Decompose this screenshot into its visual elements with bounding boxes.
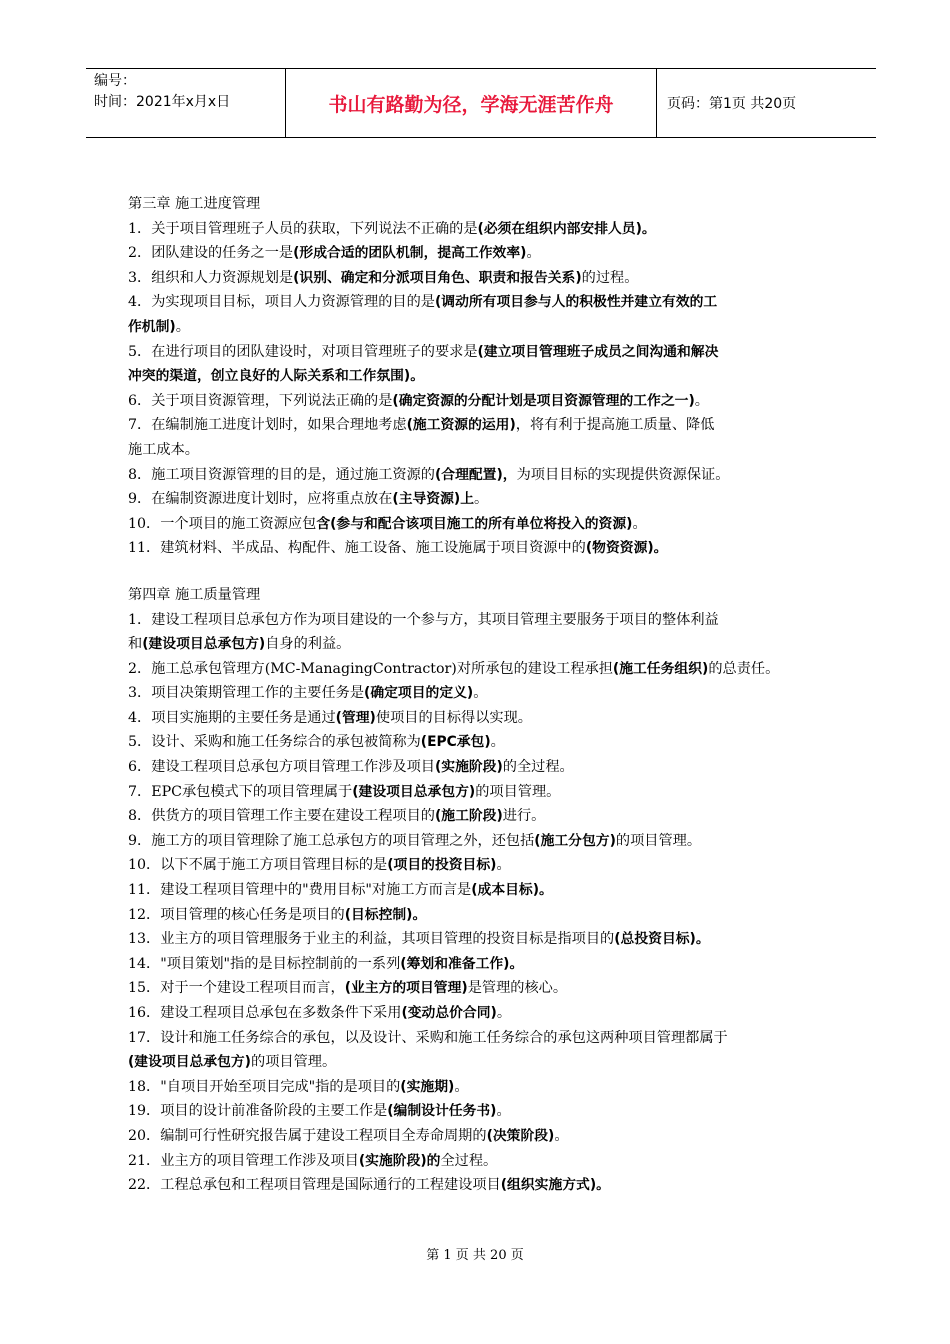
text-line <box>128 315 844 340</box>
question-text: 全过程。 <box>440 1152 498 1169</box>
question-text: 和 <box>128 636 143 653</box>
text-line <box>128 463 844 488</box>
question-text: 9．在编制资源进度计划时，应将重点放在 <box>128 491 393 508</box>
question-text: 3．组织和人力资源规划是 <box>128 269 294 286</box>
text-line <box>128 657 844 682</box>
question-text: 的项目管理。 <box>251 1054 337 1071</box>
text-line <box>128 927 844 952</box>
answer-text: (施工阶段) <box>434 808 503 825</box>
answer-text: (编制设计任务书) <box>387 1103 497 1120</box>
text-line <box>128 730 844 755</box>
answer-text: (组织实施方式)。 <box>500 1177 610 1194</box>
answer-text: (项目的投资目标) <box>387 857 497 874</box>
question-text: 10．以下不属于施工方项目管理目标的是 <box>128 857 388 874</box>
text-line <box>128 389 844 414</box>
answer-text: (实施期) <box>400 1078 455 1095</box>
question-text: 。 <box>474 491 489 508</box>
question-text: 13．业主方的项目管理服务于业主的利益，其项目管理的投资目标是指项目的 <box>128 931 615 948</box>
header-info <box>86 69 285 137</box>
question-text: 。 <box>175 318 190 335</box>
answer-text: (合理配置)， <box>434 466 517 483</box>
document-time-label: 时间：2021年x月x日 <box>94 94 231 110</box>
question-text: 2．团队建设的任务之一是 <box>128 245 294 262</box>
answer-text: 作机制) <box>128 318 176 335</box>
question-text: 17．设计和施工任务综合的承包，以及设计、采购和施工任务综合的承包这两种项目管理都属于 <box>128 1029 728 1046</box>
text-line <box>128 804 844 829</box>
text-line <box>128 1075 844 1100</box>
answer-text: (建设项目总承包方) <box>142 636 266 653</box>
question-text: 1．建设工程项目总承包方作为项目建设的一个参与方，其项目管理主要服务于项目的整体利益 <box>128 611 719 628</box>
question-text: 。 <box>526 245 541 262</box>
question-text: 8．施工项目资源管理的目的是，通过施工资源的 <box>128 466 435 483</box>
answer-text: (形成合适的团队机制，提高工作效率) <box>293 245 527 262</box>
question-text: 5．在进行项目的团队建设时，对项目管理班子的要求是 <box>128 343 478 360</box>
answer-text: (确定资源的分配计划是项目资源管理的工作之一) <box>392 392 695 409</box>
text-line <box>128 1001 844 1026</box>
question-text: 7．在编制施工进度计划时，如果合理地考虑 <box>128 417 407 434</box>
question-text: 5．设计、采购和施工任务综合的承包被简称为 <box>128 734 421 751</box>
answer-text: (总投资目标)。 <box>614 931 710 948</box>
answer-text: (筹划和准备工作)。 <box>400 955 524 972</box>
text-line <box>128 681 844 706</box>
answer-text: (实施阶段)的 <box>358 1152 441 1169</box>
question-text: 为项目目标的实现提供资源保证。 <box>516 466 730 483</box>
question-text: 2．施工总承包管理方(MC-ManagingContractor)对所承包的建设工程承担 <box>128 660 613 677</box>
question-text: 4．为实现项目目标，项目人力资源管理的目的是 <box>128 294 435 311</box>
answer-text: (施工任务组织) <box>612 660 709 677</box>
text-line <box>128 853 844 878</box>
question-text: 。 <box>473 685 488 702</box>
question-text: 。 <box>554 1127 569 1144</box>
question-text: 。 <box>496 1103 511 1120</box>
question-text: 8．供货方的项目管理工作主要在建设工程项目的 <box>128 808 435 825</box>
answer-text: (施工资源的运用) <box>406 417 516 434</box>
answer-text: (变动总价合同) <box>401 1005 497 1021</box>
question-text: 的总责任。 <box>708 660 780 677</box>
text-line <box>128 438 844 463</box>
question-text: 12．项目管理的核心任务是项目的 <box>128 906 345 923</box>
answer-text: (目标控制)。 <box>344 906 427 923</box>
question-text: 4．项目实施期的主要任务是通过 <box>128 709 336 726</box>
text-line <box>128 780 844 805</box>
question-text: 6．建设工程项目总承包方项目管理工作涉及项目 <box>128 759 435 776</box>
question-text: 第四章 施工质量管理 <box>128 586 261 603</box>
text-line <box>128 755 844 780</box>
answer-text: (调动所有项目参与人的积极性并建立有效的工 <box>434 294 718 311</box>
text-line <box>128 706 844 731</box>
section-gap <box>128 561 844 583</box>
text-line <box>128 1124 844 1149</box>
question-text: 。 <box>694 392 709 409</box>
chapter-title <box>128 583 844 608</box>
question-text: 施工成本。 <box>128 441 199 458</box>
question-text: 16．建设工程项目总承包在多数条件下采用 <box>128 1005 402 1021</box>
text-line <box>128 364 844 389</box>
question-text: 9．施工方的项目管理除了施工总承包方的项目管理之外，还包括 <box>128 832 535 849</box>
answer-text: (业主方的项目管理) <box>344 980 468 997</box>
question-text: 的全过程。 <box>502 759 574 776</box>
text-line <box>128 632 844 657</box>
answer-text: (识别、确定和分派项目角色、职责和报告关系) <box>293 269 582 286</box>
document-body <box>128 192 844 1198</box>
text-line <box>128 266 844 291</box>
answer-text: (建立项目管理班子成员之间沟通和解决 <box>477 343 719 360</box>
answer-text: (施工分包方) <box>534 832 616 849</box>
answer-text: (EPC承包) <box>420 734 491 751</box>
question-text: 的项目管理。 <box>615 832 702 849</box>
answer-text: (建设项目总承包方) <box>128 1054 251 1071</box>
text-line <box>128 878 844 903</box>
question-text: 19．项目的设计前准备阶段的主要工作是 <box>128 1103 388 1120</box>
text-line <box>128 241 844 266</box>
question-text: 14．"项目策划"指的是目标控制前的一系列 <box>128 955 401 972</box>
question-text: 10．一个项目的施工资源应包 <box>128 515 317 532</box>
answer-text: (物资资源)。 <box>585 540 668 557</box>
question-text: 的过程。 <box>581 269 639 286</box>
text-line <box>128 1050 844 1075</box>
answer-text: (实施阶段) <box>434 759 503 776</box>
text-line <box>128 829 844 854</box>
question-text: 。 <box>496 1005 512 1021</box>
text-line <box>128 512 844 537</box>
answer-text: (主导资源)上 <box>392 491 475 508</box>
text-line <box>128 608 844 633</box>
question-text: 。 <box>490 734 505 751</box>
chapter-title <box>128 192 844 217</box>
question-text: 的项目管理。 <box>475 783 561 800</box>
question-text: 3．项目决策期管理工作的主要任务是 <box>128 685 365 702</box>
answer-text: 含(参与和配合该项目施工的所有单位将投入的资源) <box>316 515 633 532</box>
text-line <box>128 340 844 365</box>
text-line <box>128 952 844 977</box>
answer-text: (成本目标)。 <box>471 882 553 899</box>
answer-text: (管理) <box>335 709 376 726</box>
answer-text: (必须在组织内部安排人员)。 <box>477 220 656 237</box>
answer-text: (决策阶段) <box>486 1127 555 1144</box>
header-motto: 书山有路勤为径，学海无涯苦作舟 <box>285 69 657 137</box>
question-text: 是管理的核心。 <box>467 980 568 997</box>
question-text: 第三章 施工进度管理 <box>128 196 261 212</box>
question-text: 进行。 <box>502 808 546 825</box>
text-line <box>128 1026 844 1051</box>
question-text: 1．关于项目管理班子人员的获取，下列说法不正确的是 <box>128 220 478 237</box>
question-text: 22．工程总承包和工程项目管理是国际通行的工程建设项目 <box>128 1177 501 1194</box>
question-text: 20．编制可行性研究报告属于建设工程项目全寿命周期的 <box>128 1127 487 1144</box>
text-line <box>128 903 844 928</box>
page-footer: 第 1 页 共 20 页 <box>426 1248 524 1263</box>
text-line <box>128 487 844 512</box>
question-text: ，将有利于提高施工质量、降低 <box>515 417 715 434</box>
answer-text: 冲突的渠道，创立良好的人际关系和工作氛围)。 <box>128 368 425 385</box>
header-page-info: 页码：第1页 共20页 <box>667 96 797 112</box>
question-text: 。 <box>632 515 647 532</box>
text-line <box>128 536 844 561</box>
page-header <box>86 68 876 138</box>
question-text: 18．"自项目开始至项目完成"指的是项目的 <box>128 1078 401 1095</box>
question-text: 7．EPC承包模式下的项目管理属于 <box>128 783 353 800</box>
question-text: 6．关于项目资源管理，下列说法正确的是 <box>128 392 393 409</box>
answer-text: (确定项目的定义) <box>364 685 474 702</box>
question-text: 15．对于一个建设工程项目而言， <box>128 980 345 997</box>
answer-text: (建设项目总承包方) <box>352 783 476 800</box>
question-text: 11．建设工程项目管理中的"费用目标"对施工方而言是 <box>128 882 472 899</box>
text-line <box>128 1149 844 1174</box>
text-line <box>128 217 844 242</box>
text-line <box>128 1099 844 1124</box>
question-text: 。 <box>496 857 511 874</box>
text-line <box>128 976 844 1001</box>
text-line <box>128 1173 844 1198</box>
document-number-label: 编号： <box>94 73 136 89</box>
question-text: 使项目的目标得以实现。 <box>375 709 532 726</box>
question-text: 自身的利益。 <box>265 636 351 653</box>
question-text: 11．建筑材料、半成品、构配件、施工设备、施工设施属于项目资源中的 <box>128 540 586 557</box>
text-line <box>128 413 844 438</box>
question-text: 21．业主方的项目管理工作涉及项目 <box>128 1152 359 1169</box>
text-line <box>128 290 844 315</box>
question-text: 。 <box>454 1078 469 1095</box>
